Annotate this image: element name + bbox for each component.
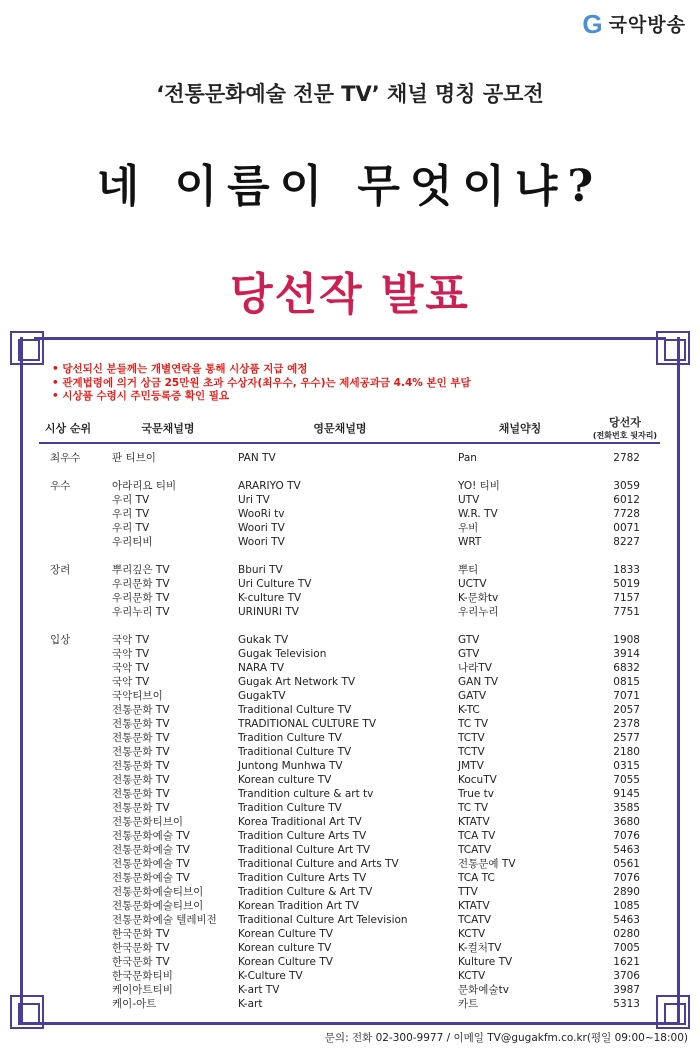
en-name: Tradition Culture Arts TV <box>238 830 367 842</box>
note: • 관계법령에 의거 상금 25만원 초과 수상자(최우수, 우수)는 제세공과금 4.4% 본인 부담 <box>52 376 471 389</box>
table-row <box>0 773 700 787</box>
abbr: 문화예술tv <box>458 984 509 996</box>
winner-digits: 6832 <box>613 662 640 674</box>
table-row <box>0 983 700 997</box>
table-row <box>0 955 700 969</box>
header-winner <box>585 414 665 441</box>
en-name: Korea Traditional Art TV <box>238 816 362 828</box>
winner-digits: 5463 <box>613 844 640 856</box>
en-name: Traditional Culture TV <box>238 704 352 716</box>
winner-digits: 7751 <box>613 606 640 618</box>
abbr: W.R. TV <box>458 508 498 520</box>
winner-digits: 0561 <box>613 858 640 870</box>
winner-digits: 3680 <box>613 816 640 828</box>
kr-name: 우리문화 TV <box>112 578 170 590</box>
kr-name: 전통문화예술 TV <box>112 830 190 842</box>
header-kr-name: 국문채널명 <box>141 422 195 435</box>
table-row <box>0 857 700 871</box>
winner-digits: 1621 <box>613 956 640 968</box>
abbr: GTV <box>458 634 480 646</box>
en-name: Korean Tradition Art TV <box>238 900 359 912</box>
contest-subtitle: ‘전통문화예술 전문 TV’ 채널 명칭 공모전 <box>156 82 544 106</box>
kr-name: 우리 TV <box>112 522 150 534</box>
kr-name: 한국문화 TV <box>112 956 170 968</box>
kr-name: 한국문화 TV <box>112 942 170 954</box>
rank-label: 최우수 <box>50 452 81 464</box>
abbr: KTATV <box>458 900 490 912</box>
en-name: Korean Culture TV <box>238 956 333 968</box>
table-row <box>0 521 700 535</box>
abbr: K-TC <box>458 704 480 716</box>
winner-digits: 3059 <box>613 480 640 492</box>
en-name: Gugak Art Network TV <box>238 676 356 688</box>
abbr: WRT <box>458 536 482 548</box>
en-name: Woori TV <box>238 522 285 534</box>
kr-name: 우리문화 TV <box>112 592 170 604</box>
en-name: K-Culture TV <box>238 970 303 982</box>
winner-digits: 3987 <box>613 984 640 996</box>
abbr: TC TV <box>458 718 489 730</box>
header-en-name: 영문채널명 <box>313 422 367 435</box>
table-row <box>0 871 700 885</box>
en-name: Uri TV <box>238 494 270 506</box>
en-name: TRADITIONAL CULTURE TV <box>238 718 377 730</box>
abbr: 카트 <box>458 998 479 1010</box>
table-row <box>0 997 700 1011</box>
kr-name: 한국문화 TV <box>112 928 170 940</box>
winner-digits: 0280 <box>613 928 640 940</box>
rank-label: 입상 <box>50 634 71 646</box>
table-row <box>0 801 700 815</box>
winner-digits: 5463 <box>613 914 640 926</box>
winner-digits: 0815 <box>613 676 640 688</box>
table-row <box>0 493 700 507</box>
logo-mark-icon: G <box>582 8 603 39</box>
kr-name: 국악 TV <box>112 648 150 660</box>
abbr: TCATV <box>458 914 492 926</box>
kr-name: 국악 TV <box>112 634 150 646</box>
abbr: 나라TV <box>458 662 492 674</box>
abbr: K-문화tv <box>458 592 499 604</box>
table-row <box>0 717 700 731</box>
winner-digits: 2180 <box>613 746 640 758</box>
en-name: Traditional Culture Art Television <box>238 914 408 926</box>
en-name: Traditional Culture Art TV <box>238 844 371 856</box>
kr-name: 케이아트티비 <box>112 984 173 996</box>
table-row <box>0 913 700 927</box>
header-abbr: 채널약칭 <box>498 422 542 435</box>
winner-digits: 3706 <box>613 970 640 982</box>
winner-digits: 0315 <box>613 760 640 772</box>
header-winner-label: 당선자 <box>609 416 641 429</box>
kr-name: 전통문화예술티브이 <box>112 900 204 912</box>
kr-name: 전통문화티브이 <box>112 816 184 828</box>
winner-digits: 7076 <box>613 830 640 842</box>
table-row <box>0 899 700 913</box>
table-row <box>0 507 700 521</box>
en-name: Gugak Television <box>238 648 327 660</box>
frame-top-border <box>34 337 666 340</box>
header-winner-sub: (전화번호 뒷자리) <box>592 431 658 440</box>
en-name: PAN TV <box>238 452 276 464</box>
abbr: YO! 티비 <box>458 480 500 492</box>
abbr: TCATV <box>458 844 492 856</box>
en-name: K-culture TV <box>238 592 302 604</box>
abbr: TCA TV <box>458 830 496 842</box>
en-name: Uri Culture TV <box>238 578 312 590</box>
abbr: UTV <box>458 494 480 506</box>
kr-name: 전통문화예술티브이 <box>112 886 204 898</box>
table-row <box>0 479 700 493</box>
winner-digits: 0071 <box>613 522 640 534</box>
logo-text: 국악방송 <box>608 14 686 36</box>
kr-name: 전통문화 TV <box>112 718 170 730</box>
winner-digits: 2378 <box>613 718 640 730</box>
abbr: 뿌티 <box>458 564 479 576</box>
abbr: Pan <box>458 452 477 464</box>
contact-info: 문의: 전화 02-300-9977 / 이메일 TV@gugakfm.co.kr(평일 09:00~18:00) <box>324 1032 688 1044</box>
kr-name: 전통문화 TV <box>112 732 170 744</box>
en-name: Bburi TV <box>238 564 283 576</box>
table-row <box>0 647 700 661</box>
abbr: True tv <box>458 788 494 800</box>
winner-digits: 2577 <box>613 732 640 744</box>
abbr: KCTV <box>458 928 486 940</box>
en-name: K-art TV <box>238 984 280 996</box>
en-name: Juntong Munhwa TV <box>238 760 343 772</box>
table-row <box>0 675 700 689</box>
kr-name: 국악 TV <box>112 662 150 674</box>
en-name: Tradition Culture & Art TV <box>238 886 373 898</box>
winner-digits: 7157 <box>613 592 640 604</box>
abbr: TC TV <box>458 802 489 814</box>
corner-ornament-icon <box>656 331 690 365</box>
table-row <box>0 689 700 703</box>
table-row <box>0 745 700 759</box>
abbr: 우비 <box>458 522 479 534</box>
table-row <box>0 969 700 983</box>
en-name: NARA TV <box>238 662 285 674</box>
winner-digits: 1085 <box>613 900 640 912</box>
en-name: Tradition Culture TV <box>238 732 342 744</box>
en-name: Korean Culture TV <box>238 928 333 940</box>
en-name: Traditional Culture TV <box>238 746 352 758</box>
kr-name: 전통문화예술 TV <box>112 858 190 870</box>
table-row <box>0 829 700 843</box>
abbr: GATV <box>458 690 487 702</box>
en-name: Woori TV <box>238 536 285 548</box>
abbr: Kulture TV <box>458 956 513 968</box>
kr-name: 전통문화예술 TV <box>112 872 190 884</box>
rank-label: 우수 <box>50 480 71 492</box>
winner-digits: 5019 <box>613 578 640 590</box>
table-row <box>0 633 700 647</box>
kr-name: 전통문화 TV <box>112 802 170 814</box>
table-row <box>0 703 700 717</box>
abbr: TTV <box>458 886 478 898</box>
kr-name: 국악 TV <box>112 676 150 688</box>
kr-name: 우리 TV <box>112 494 150 506</box>
winner-digits: 7728 <box>613 508 640 520</box>
kr-name: 케이-아트 <box>112 998 157 1010</box>
kr-name: 한국문화티비 <box>112 970 173 982</box>
abbr: KTATV <box>458 816 490 828</box>
kr-name: 전통문화 TV <box>112 746 170 758</box>
table-row <box>0 885 700 899</box>
winner-digits: 1833 <box>613 564 640 576</box>
table-row <box>0 815 700 829</box>
main-title: 네 이름이 무엇이냐? <box>96 161 604 212</box>
table-row <box>0 577 700 591</box>
winner-digits: 7071 <box>613 690 640 702</box>
winner-digits: 7055 <box>613 774 640 786</box>
en-name: Korean culture TV <box>238 942 332 954</box>
abbr: UCTV <box>458 578 487 590</box>
abbr: K-컬처TV <box>458 942 502 954</box>
kr-name: 국악티브이 <box>112 690 163 702</box>
en-name: Tradition Culture TV <box>238 802 342 814</box>
en-name: Traditional Culture and Arts TV <box>238 858 399 870</box>
en-name: URINURI TV <box>238 606 299 618</box>
table-row <box>0 605 700 619</box>
header-rank: 시상 순위 <box>44 422 92 435</box>
table-row <box>0 535 700 549</box>
en-name: WooRi tv <box>238 508 285 520</box>
table-row <box>0 759 700 773</box>
winner-digits: 6012 <box>613 494 640 506</box>
kr-name: 판 티브이 <box>112 452 156 464</box>
abbr: GAN TV <box>458 676 499 688</box>
en-name: ARARIYO TV <box>238 480 301 492</box>
winner-digits: 8227 <box>613 536 640 548</box>
en-name: GugakTV <box>238 690 286 702</box>
table-row <box>0 451 700 465</box>
winner-digits: 2782 <box>613 452 640 464</box>
kr-name: 전통문화 TV <box>112 704 170 716</box>
kr-name: 우리누리 TV <box>112 606 170 618</box>
en-name: Tradition Culture Arts TV <box>238 872 367 884</box>
abbr: KCTV <box>458 970 486 982</box>
note: • 당선되신 분들께는 개별연락을 통해 시상품 지급 예정 <box>52 363 308 375</box>
kr-name: 전통문화예술 TV <box>112 844 190 856</box>
abbr: TCTV <box>458 732 485 744</box>
abbr: TCA TC <box>458 872 495 884</box>
table-row <box>0 591 700 605</box>
kr-name: 뿌리깊은 TV <box>112 564 170 576</box>
winner-digits: 3585 <box>613 802 640 814</box>
abbr: 우리누리 <box>458 606 499 618</box>
winner-digits: 2890 <box>613 886 640 898</box>
en-name: K-art <box>238 998 263 1010</box>
winner-digits: 2057 <box>613 704 640 716</box>
en-name: Korean culture TV <box>238 774 332 786</box>
winner-digits: 5313 <box>613 998 640 1010</box>
gugak-logo <box>582 10 686 37</box>
winner-digits: 7076 <box>613 872 640 884</box>
winner-digits: 3914 <box>613 648 640 660</box>
table-row <box>0 941 700 955</box>
kr-name: 전통문화 TV <box>112 760 170 772</box>
kr-name: 전통문화예술 텔레비전 <box>112 914 217 926</box>
rank-label: 장려 <box>50 564 71 576</box>
table-row <box>0 563 700 577</box>
winner-digits: 9145 <box>613 788 640 800</box>
note: • 시상품 수령시 주민등록증 확인 필요 <box>52 390 230 402</box>
header-divider <box>39 442 660 444</box>
kr-name: 전통문화 TV <box>112 788 170 800</box>
kr-name: 전통문화 TV <box>112 774 170 786</box>
en-name: Gukak TV <box>238 634 289 646</box>
en-name: Trandition culture & art tv <box>238 788 374 800</box>
notes <box>52 363 471 404</box>
table-row <box>0 661 700 675</box>
abbr: GTV <box>458 648 480 660</box>
winner-digits: 7005 <box>613 942 640 954</box>
abbr: 전통문예 TV <box>458 858 516 870</box>
abbr: JMTV <box>458 760 484 772</box>
winner-digits: 1908 <box>613 634 640 646</box>
corner-ornament-icon <box>10 331 44 365</box>
abbr: TCTV <box>458 746 485 758</box>
table-row <box>0 843 700 857</box>
announcement-title: 당선작 발표 <box>230 269 470 320</box>
table-row <box>0 787 700 801</box>
kr-name: 우리 TV <box>112 508 150 520</box>
table-row <box>0 927 700 941</box>
abbr: KocuTV <box>458 774 497 786</box>
kr-name: 우리티비 <box>112 536 153 548</box>
kr-name: 아라리요 티비 <box>112 480 177 492</box>
table-row <box>0 731 700 745</box>
